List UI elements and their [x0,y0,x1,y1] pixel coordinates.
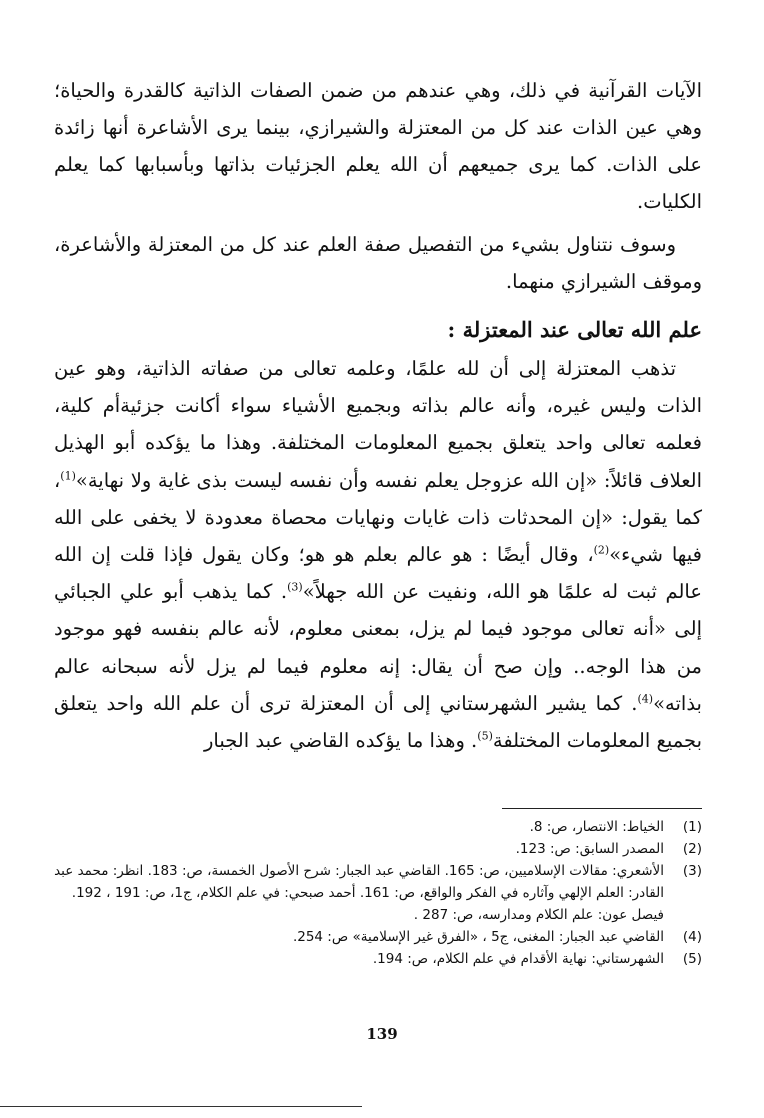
page-number: 139 [366,1025,398,1043]
paragraph-3 [54,350,702,759]
paragraph-2: وسوف نتناول بشيء من التفصيل صفة العلم عند كل من المعتزلة والأشاعرة، وموقف الشيرازي منهما. [54,233,702,293]
footnote-5 [54,948,702,970]
paragraph-3-segment: ، وقال أيضًا : هو عالم بعلم هو هو؛ وكان يقول فإذا قلت إن الله عالم ثبت له علمًا هو الله، ونفيت عن الله جهلاً» [54,543,703,604]
footnote-text: المصدر السابق: ص: 123. [515,841,664,857]
footnote-ref-1: (1) [60,469,76,483]
footnote-text: الخياط: الانتصار، ص: 8. [529,819,664,835]
footnote-divider [502,808,702,809]
footnote-number: (1) [682,819,702,835]
footnote-text: الشهرستاني: نهاية الأقدام في علم الكلام، ص: 194. [372,951,664,967]
section-heading: علم الله تعالى عند المعتزلة : [447,317,702,342]
footnote-1 [54,816,702,838]
paragraph-1: الآيات القرآنية في ذلك، وهي عندهم من ضمن الصفات الذاتية كالقدرة والحياة؛ وهي عين الذات عند كل من المعتزلة والشيرازي، بينما يرى الأشاعرة أنها زائدة على الذات. كما يرى جميعهم أن الله يعلم الجزئيات بذاتها وبأسبابها كما يعلم الكليات. [54,79,702,213]
body-text-top [54,72,702,300]
paragraph-3-segment: ، كما يقول: «إن المحدثات ذات غايات ونهايات محصاة معدودة لا يخفى على الله فيها شيء» [54,468,703,567]
footnote-text: القاضي عبد الجبار: المغنى، ج5 ، «الفرق غير الإسلامية» ص: 254. [292,929,664,945]
footnotes [54,816,702,970]
footnote-ref-4: (4) [637,692,654,706]
footnote-text: الأشعري: مقالات الإسلاميين، ص: 165. القاضي عبد الجبار: شرح الأصول الخمسة، ص: 183. انظر: محمد عبد القادر: العلم الإلهي وآثاره في الفكر والواقع، ص: 161. أحمد صبحي: في علم الكلام، ج1، ص: 191 ، 192. فيصل عون: علم الكلام ومدارسه، ص: 287 . [54,863,664,923]
footnote-ref-3: (3) [287,580,303,594]
scan-edge-line [0,1106,362,1107]
footnote-ref-5: (5) [477,729,493,743]
footnote-2 [54,838,702,860]
footnote-number: (2) [682,841,702,857]
paragraph-3-segment: تذهب المعتزلة إلى أن لله علمًا، وعلمه تعالى من صفاته الذاتية، وهو عين الذات وليس غيره، وأنه عالم بذاته وبجميع الأشياء سواء أكانت جزئيةأم كلية، فعلمه تعالى واحد يتعلق بجميع المعلومات المختلفة. وهذا ما يؤكده أبو الهذيل العلاف قائلاً: «إن الله عزوجل يعلم نفسه وأن نفسه ليست بذى غاية ولا نهاية» [54,357,702,492]
footnote-number: (4) [682,929,702,945]
footnote-3 [54,860,702,926]
paragraph-3-segment: . وهذا ما يؤكده القاضي عبد الجبار [203,729,478,753]
footnote-4 [54,926,702,948]
paragraph-3-segment: . كما يشير الشهرستاني إلى أن المعتزلة ترى أن علم الله واحد يتعلق بجميع المعلومات المختلفة [54,691,702,753]
body-text-main [54,350,702,759]
footnote-number: (5) [682,951,702,967]
paragraph-3-segment: . كما يذهب أبو علي الجبائي إلى «أنه تعالى موجود فيما لم يزل، بمعنى معلوم، لأنه عالم بنفسه فهو موجود من هذا الوجه.. وإن صح أن يقال: إنه معلوم فيما لم يزل لأنه سبحانه عالم بذاته» [54,580,702,715]
footnote-ref-2: (2) [593,543,610,557]
footnote-number: (3) [682,863,702,879]
